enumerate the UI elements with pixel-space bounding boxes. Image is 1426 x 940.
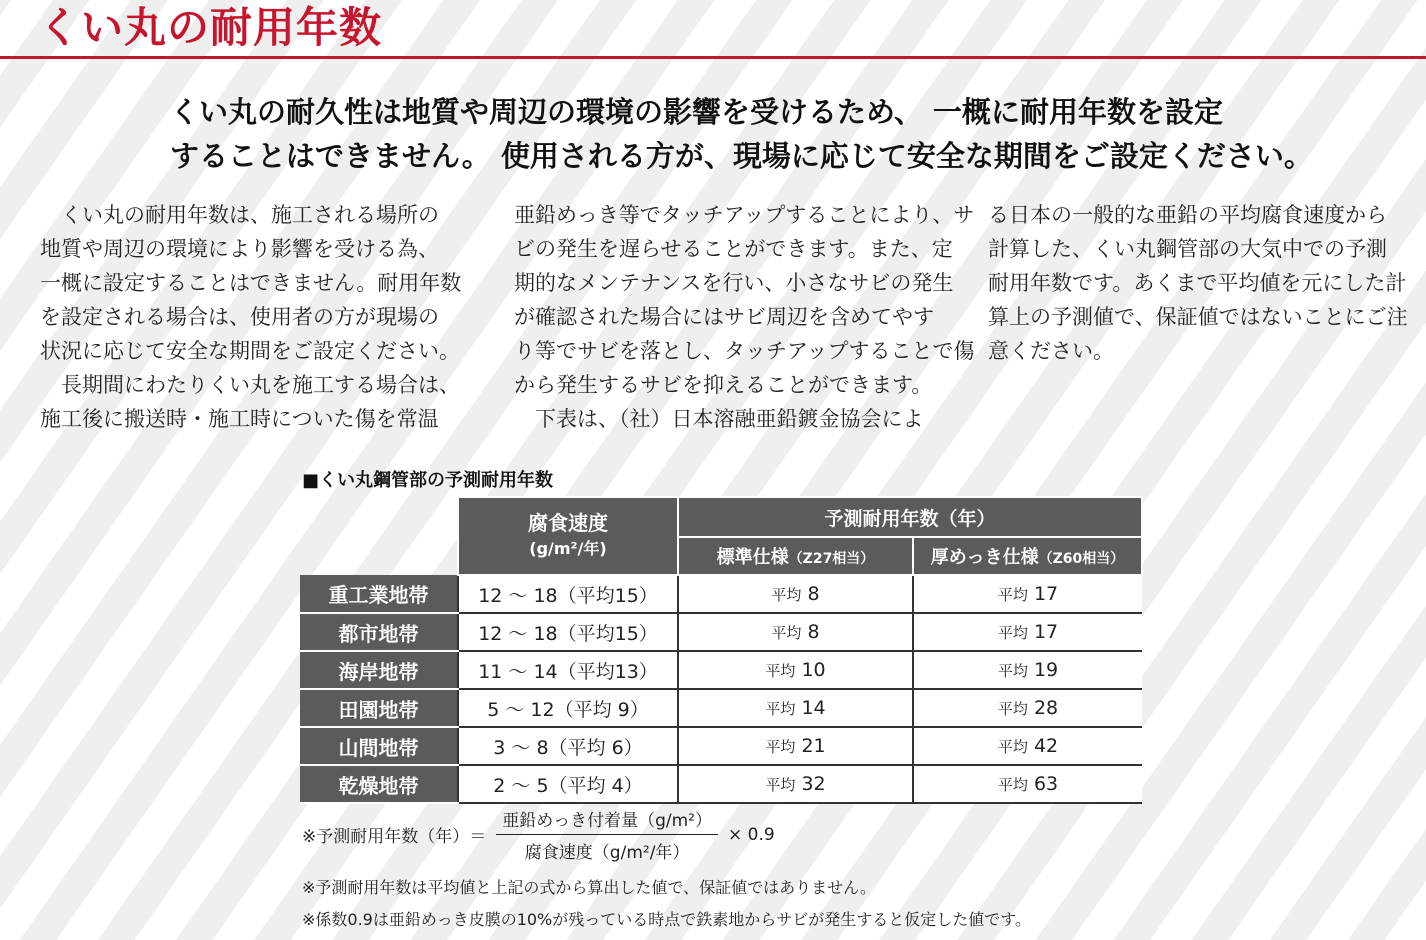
avg-label: 平均 <box>765 738 796 756</box>
table-row <box>300 689 1142 727</box>
standard-years-value: 32 <box>801 773 826 795</box>
body-column-3 <box>988 198 1408 368</box>
body-line: を設定される場合は、使用者の方が現場の <box>40 305 439 329</box>
cell-corrosion-rate: 12 ～ 18（平均15） <box>458 613 678 651</box>
avg-label: 平均 <box>997 776 1028 794</box>
cell-thick-years <box>913 651 1142 689</box>
thick-years-value: 19 <box>1033 659 1059 681</box>
thick-years-value: 17 <box>1033 621 1059 643</box>
table-row <box>300 575 1142 613</box>
standard-years-value: 8 <box>807 583 820 605</box>
body-line: 施工後に搬送時・施工時についた傷を常温 <box>40 407 439 431</box>
title-rule <box>0 56 1426 59</box>
formula-label: ※予測耐用年数（年）＝ <box>302 827 487 847</box>
lead-line: くい丸の耐久性は地質や周辺の環境の影響を受けるため、 一概に耐用年数を設定 <box>170 95 1223 129</box>
body-line: ビの発生を遅らせることができます。また、定 <box>514 237 953 261</box>
formula <box>302 806 775 863</box>
standard-years-value: 21 <box>801 735 826 757</box>
standard-years-value: 8 <box>807 621 820 643</box>
table-row <box>300 613 1142 651</box>
body-line: 地質や周辺の環境により影響を受ける為、 <box>40 237 439 261</box>
cell-thick-years <box>913 689 1142 727</box>
body-line: が確認された場合にはサビ周辺を含めてやす <box>514 305 934 329</box>
avg-label: 平均 <box>997 662 1028 680</box>
avg-label: 平均 <box>771 624 802 642</box>
header-thick-spec <box>913 537 1142 575</box>
header-standard-note: （Z27相当） <box>788 551 875 567</box>
cell-thick-years <box>913 613 1142 651</box>
body-line: 算上の予測値で、保証値ではないことにご注 <box>988 305 1408 329</box>
header-thick-label: 厚めっき仕様 <box>930 547 1039 568</box>
body-line: 長期間にわたりくい丸を施工する場合は、 <box>40 373 460 397</box>
table-caption: ■くい丸鋼管部の予測耐用年数 <box>302 470 554 491</box>
service-life-table <box>300 496 1143 804</box>
cell-standard-years <box>678 651 913 689</box>
formula-multiplier: × 0.9 <box>727 824 775 845</box>
body-line: 一概に設定することはできません。耐用年数 <box>40 271 462 295</box>
row-area: 山間地帯 <box>300 727 458 765</box>
cell-thick-years <box>913 575 1142 613</box>
body-line: 耐用年数です。あくまで平均値を元にした計 <box>988 271 1407 295</box>
cell-thick-years <box>913 765 1142 803</box>
cell-corrosion-rate: 2 ～ 5（平均 4） <box>458 765 678 803</box>
header-standard-spec <box>678 537 913 575</box>
row-area: 海岸地帯 <box>300 651 458 689</box>
avg-label: 平均 <box>997 586 1028 604</box>
row-area: 乾燥地帯 <box>300 765 458 803</box>
cell-corrosion-rate: 5 ～ 12（平均 9） <box>458 689 678 727</box>
body-line: から発生するサビを抑えることができます。 <box>514 373 933 397</box>
avg-label: 平均 <box>997 624 1028 642</box>
thick-years-value: 28 <box>1033 697 1059 719</box>
cell-standard-years <box>678 727 913 765</box>
table-row <box>300 765 1142 803</box>
body-column-1 <box>40 198 460 436</box>
avg-label: 平均 <box>765 700 796 718</box>
table-corner <box>300 497 458 575</box>
formula-fraction <box>496 806 718 863</box>
cell-standard-years <box>678 575 913 613</box>
footnote: ※係数0.9は亜鉛めっき皮膜の10%が残っている時点で鉄素地からサビが発生すると仮定した値です。 <box>302 910 1031 929</box>
cell-standard-years <box>678 689 913 727</box>
formula-numerator: 亜鉛めっき付着量（g/m²） <box>496 806 718 835</box>
page-title: くい丸の耐用年数 <box>38 3 383 52</box>
avg-label: 平均 <box>997 700 1028 718</box>
thick-years-value: 17 <box>1033 583 1059 605</box>
header-corrosion-rate-label: 腐食速度 <box>528 511 608 535</box>
header-corrosion-rate <box>458 497 678 575</box>
header-predicted-years: 予測耐用年数（年） <box>678 497 1142 537</box>
body-line: る日本の一般的な亜鉛の平均腐食速度から <box>988 203 1387 227</box>
avg-label: 平均 <box>765 776 796 794</box>
cell-standard-years <box>678 613 913 651</box>
body-line: 状況に応じて安全な期間をご設定ください。 <box>40 339 460 363</box>
row-area: 重工業地帯 <box>300 575 458 613</box>
formula-denominator: 腐食速度（g/m²/年） <box>524 843 690 863</box>
body-line: 下表は、（社）日本溶融亜鉛鍍金協会によ <box>514 407 924 431</box>
header-standard-label: 標準仕様 <box>716 547 789 568</box>
table-row <box>300 651 1142 689</box>
footnote: ※予測耐用年数は平均値と上記の式から算出した値で、保証値ではありません。 <box>302 878 877 897</box>
body-line: 期的なメンテナンスを行い、小さなサビの発生 <box>514 271 954 295</box>
lead-text <box>170 90 1370 178</box>
header-thick-note: （Z60相当） <box>1038 551 1125 567</box>
body-line: 亜鉛めっき等でタッチアップすることにより、サ <box>514 203 975 227</box>
standard-years-value: 14 <box>801 697 826 719</box>
avg-label: 平均 <box>765 662 796 680</box>
row-area: 田園地帯 <box>300 689 458 727</box>
body-line: 計算した、くい丸鋼管部の大気中での予測 <box>988 237 1387 261</box>
table-row <box>300 727 1142 765</box>
body-line: 意ください。 <box>988 339 1114 363</box>
cell-thick-years <box>913 727 1142 765</box>
header-corrosion-rate-unit: (g/m²/年) <box>529 539 607 558</box>
body-line: くい丸の耐用年数は、施工される場所の <box>40 203 439 227</box>
thick-years-value: 63 <box>1033 773 1059 795</box>
cell-corrosion-rate: 12 ～ 18（平均15） <box>458 575 678 613</box>
avg-label: 平均 <box>997 738 1028 756</box>
avg-label: 平均 <box>771 586 802 604</box>
cell-corrosion-rate: 11 ～ 14（平均13） <box>458 651 678 689</box>
body-line: り等でサビを落とし、タッチアップすることで傷 <box>514 339 975 363</box>
cell-corrosion-rate: 3 ～ 8（平均 6） <box>458 727 678 765</box>
thick-years-value: 42 <box>1033 735 1059 757</box>
body-column-2 <box>514 198 975 436</box>
lead-line: することはできません。 使用される方が、現場に応じて安全な期間をご設定ください。 <box>170 139 1313 173</box>
row-area: 都市地帯 <box>300 613 458 651</box>
standard-years-value: 10 <box>801 659 826 681</box>
cell-standard-years <box>678 765 913 803</box>
